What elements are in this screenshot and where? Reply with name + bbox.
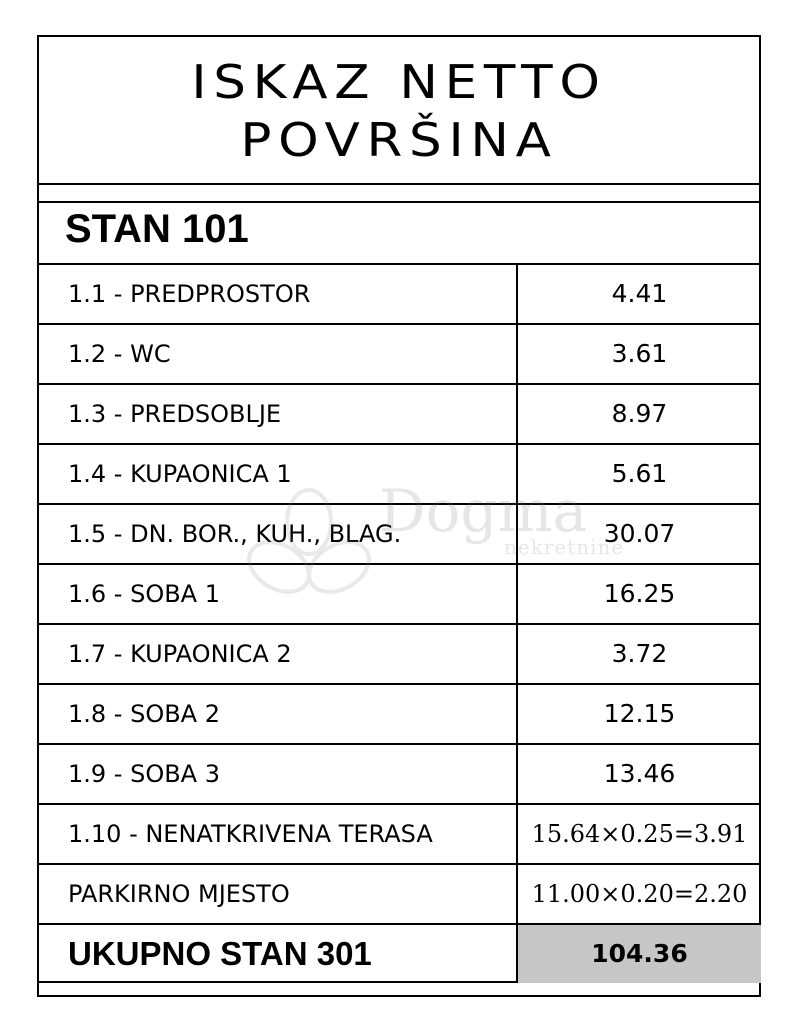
total-label: UKUPNO STAN 301 [68,935,372,972]
table-row [39,563,759,623]
row-value: 5.61 [516,445,761,503]
table-row [39,743,759,803]
watermark-brand: Dogma [379,477,588,545]
page-title [0,37,802,185]
row-label: 1.2 - WC [68,340,171,368]
table-row [39,383,759,443]
total-value: 104.36 [516,925,761,983]
row-value: 12.15 [516,685,761,743]
table-row [39,503,759,563]
row-value: 16.25 [516,565,761,623]
row-value: 11.00×0.20=2.20 [516,865,761,923]
total-row [39,923,759,983]
row-label: 1.3 - PREDSOBLJE [68,400,282,428]
table-row [39,803,759,863]
row-label: 1.6 - SOBA 1 [68,580,220,608]
row-value: 8.97 [516,385,761,443]
divider [39,183,759,185]
row-label: 1.9 - SOBA 3 [68,760,220,788]
table-row [39,683,759,743]
section-title: STAN 101 [65,207,249,251]
row-value: 15.64×0.25=3.91 [516,805,761,863]
table-row [39,623,759,683]
row-value: 3.61 [516,325,761,383]
table-row [39,263,759,323]
row-value: 30.07 [516,505,761,563]
row-label: 1.7 - KUPAONICA 2 [68,640,292,668]
row-label: 1.1 - PREDPROSTOR [68,280,311,308]
table-row [39,863,759,923]
row-label: 1.10 - NENATKRIVENA TERASA [68,820,433,848]
divider [39,201,759,203]
title-line-2: POVRŠINA [240,113,558,167]
watermark-sub: nekretnine [504,535,625,559]
title-line-1: ISKAZ NETTO [191,55,607,109]
row-label: 1.8 - SOBA 2 [68,700,220,728]
area-table [37,35,761,997]
row-label: 1.5 - DN. BOR., KUH., BLAG. [68,520,402,548]
row-value: 13.46 [516,745,761,803]
row-label: PARKIRNO MJESTO [68,880,290,908]
table-row [39,323,759,383]
table-row [39,443,759,503]
row-value: 3.72 [516,625,761,683]
row-value: 4.41 [516,265,761,323]
row-label: 1.4 - KUPAONICA 1 [68,460,292,488]
